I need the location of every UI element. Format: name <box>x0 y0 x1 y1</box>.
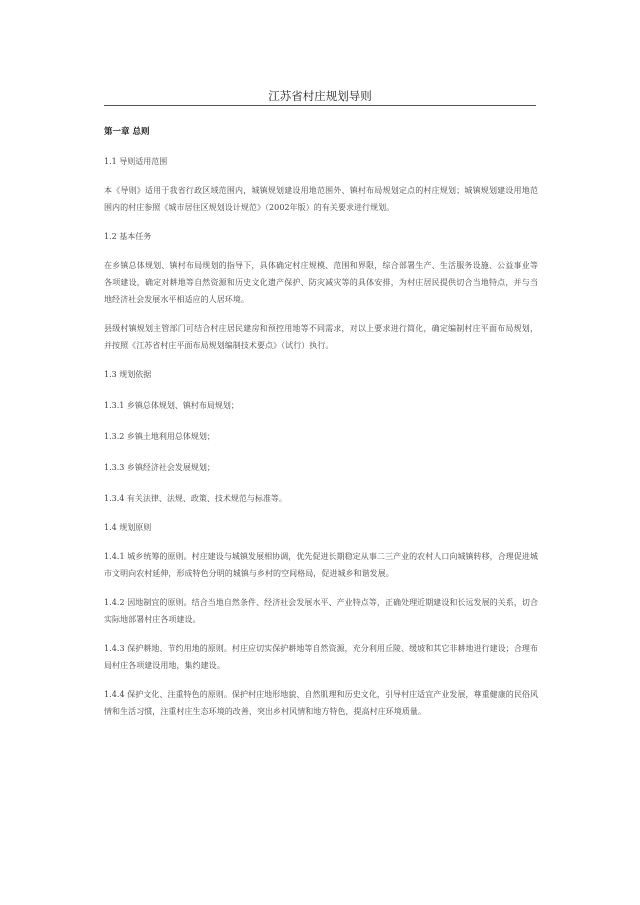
principle-paragraph: 1.4.3 保护耕地、节约用地的原则。村庄应切实保护耕地等自然资源，充分利用丘陵、缓坡和其它非耕地进行建设；合理布局村庄各项建设用地，集约建设。 <box>104 644 538 670</box>
section-heading: 1.3 规划依据 <box>104 370 152 379</box>
principle-paragraph: 1.4.1 城乡统筹的原则。村庄建设与城镇发展相协调，优先促进长期稳定从事二三产业的农村人口向城镇转移，合理促进城市文明向农村延伸，形成特色分明的城镇与乡村的空间格局，促进城乡和谐发展。 <box>104 552 538 578</box>
chapter-heading: 第一章 总则 <box>104 127 150 137</box>
title-divider <box>104 105 536 106</box>
list-item: 1.3.2 乡镇土地利用总体规划； <box>104 432 215 441</box>
section-heading: 1.4 规划原则 <box>104 523 152 532</box>
page-title: 江苏省村庄规划导则 <box>268 89 372 103</box>
list-item: 1.3.1 乡镇总体规划、镇村布局规划； <box>104 401 239 410</box>
principle-paragraph: 1.4.4 保护文化、注重特色的原则。保护村庄地形地貌、自然肌理和历史文化，引导村庄适宜产业发展，尊重健康的民俗风情和生活习惯，注重村庄生态环境的改善，突出乡村风情和地方特色，提高村庄环境质量。 <box>104 690 538 716</box>
paragraph: 本《导则》适用于我省行政区域范围内，城镇规划建设用地范围外、镇村布局规划定点的村庄规划；城镇规划建设用地范围内的村庄参照《城市居住区规划设计规范》（2002年版）的有关要求进行规划。 <box>104 186 538 212</box>
section-heading: 1.1 导则适用范围 <box>104 157 168 166</box>
paragraph: 县级村镇规划主管部门可结合村庄居民建房和预控用地等不同需求，对以上要求进行简化，确定编制村庄平面布局规划，并按照《江苏省村庄平面布局规划编制技术要点》（试行）执行。 <box>104 324 538 350</box>
list-item: 1.3.4 有关法律、法规、政策、技术规范与标准等。 <box>104 494 287 503</box>
section-heading: 1.2 基本任务 <box>104 232 152 241</box>
principle-paragraph: 1.4.2 因地制宜的原则。结合当地自然条件、经济社会发展水平、产业特点等，正确处理近期建设和长远发展的关系，切合实际地部署村庄各项建设。 <box>104 598 538 624</box>
list-item: 1.3.3 乡镇经济社会发展规划； <box>104 463 215 472</box>
document-body <box>104 124 538 720</box>
paragraph: 在乡镇总体规划、镇村布局规划的指导下，具体确定村庄规模、范围和界限，综合部署生产、生活服务设施、公益事业等各项建设，确定对耕地等自然资源和历史文化遗产保护、防灾减灾等的具体安排，为村庄居民提供切合当地特点，并与当地经济社会发展水平相适应的人居环境。 <box>104 261 538 304</box>
